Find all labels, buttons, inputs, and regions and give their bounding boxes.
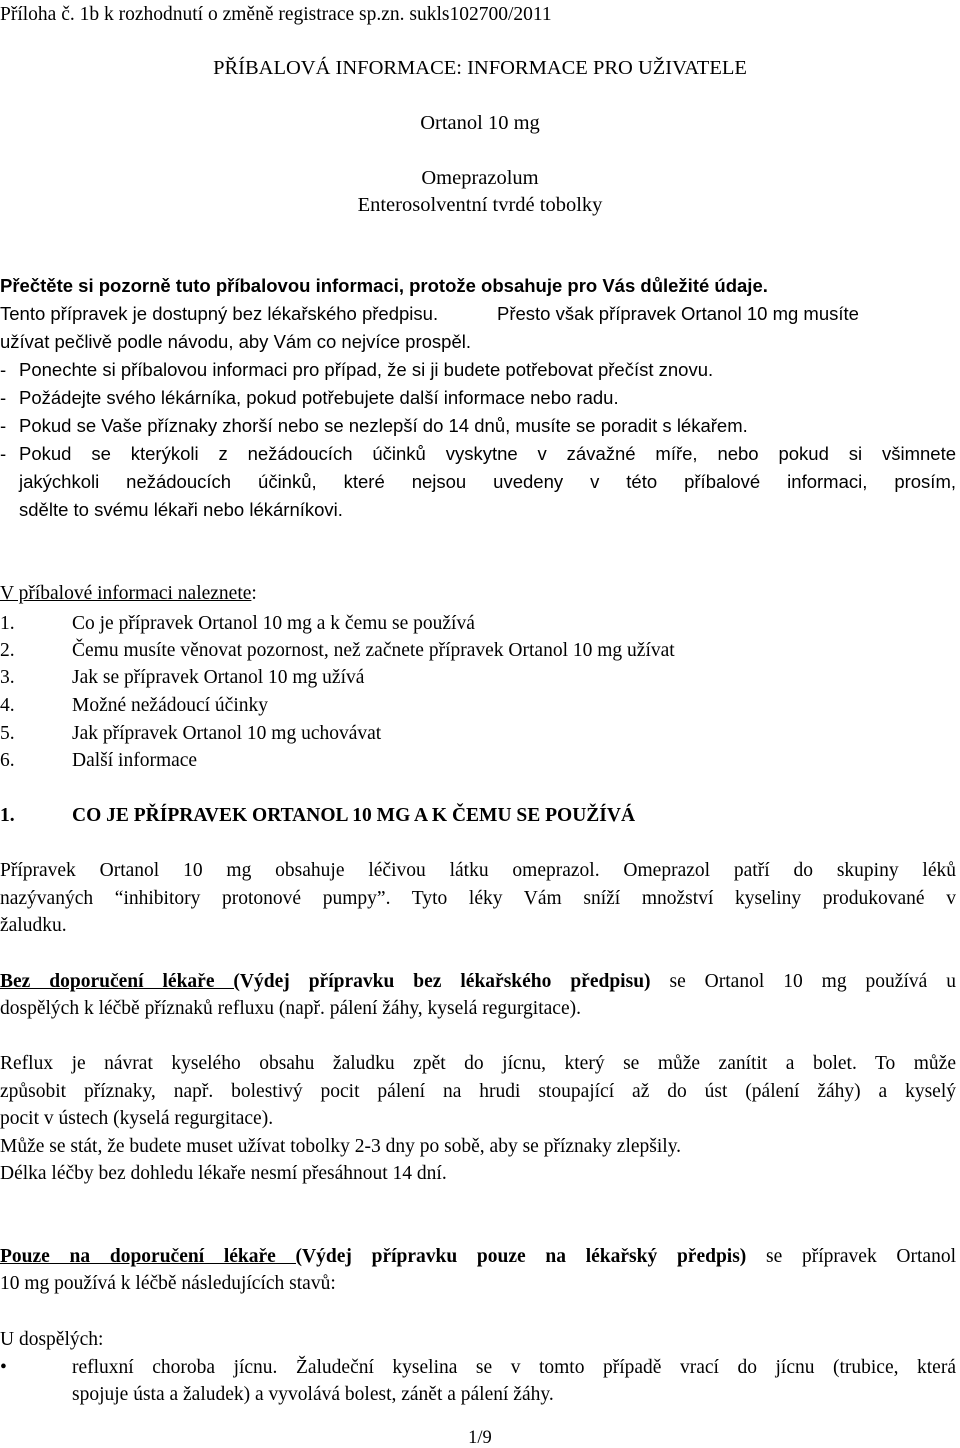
toc-heading-colon: :: [251, 583, 257, 604]
toc-item: Jak se přípravek Ortanol 10 mg užívá: [72, 667, 365, 688]
otc-condition-underlined: Bez doporučení lékaře (: [0, 971, 240, 992]
list-item-continued: spojuje ústa a žaludek) a vyvolává bolest, zánět a pálení žáhy.: [72, 1384, 554, 1405]
toc-heading: [0, 584, 257, 604]
annex-reference: Příloha č. 1b k rozhodnutí o změně registrace sp.zn. sukls102700/2011: [0, 4, 552, 25]
toc-item: Jak přípravek Ortanol 10 mg uchovávat: [72, 723, 382, 744]
list-item: Ponechte si příbalovou informaci pro případ, že si ji budete potřebovat přečíst znovu.: [19, 359, 714, 380]
reflux-paragraph-line: pocit v ústech (kyselá regurgitace).: [0, 1108, 274, 1129]
body-paragraph-line: nazývaných “inhibitory protonové pumpy”. Tyto léky Vám sníží množství kyseliny produkované v: [0, 888, 956, 909]
duration-note: Délka léčby bez dohledu lékaře nesmí přesáhnout 14 dní.: [0, 1163, 447, 1184]
rx-condition-underlined: Pouze na doporučení lékaře (: [0, 1246, 303, 1267]
toc-item: Další informace: [72, 750, 198, 771]
body-paragraph-line: Přípravek Ortanol 10 mg obsahuje léčivou látku omeprazol. Omeprazol patří do skupiny léků: [0, 860, 956, 881]
leaflet-title: PŘÍBALOVÁ INFORMACE: INFORMACE PRO UŽIVATELE: [213, 57, 747, 79]
reflux-paragraph-line: způsobit příznaky, např. bolestivý pocit pálení na hrudi stoupající až do úst (pálení žáhy) a kyselý: [0, 1081, 956, 1102]
list-item-continued: sdělte to svému lékaři nebo lékárníkovi.: [19, 499, 343, 520]
dash-mark: -: [0, 359, 7, 380]
toc-number: 5.: [0, 723, 15, 744]
list-item: Pokud se kterýkoli z nežádoucích účinků vyskytne v závažné míře, nebo pokud si všimnete: [19, 443, 956, 464]
toc-number: 4.: [0, 695, 15, 716]
toc-number: 3.: [0, 667, 15, 688]
toc-heading-text: V příbalové informaci naleznete: [0, 583, 252, 604]
list-item: Pokud se Vaše příznaky zhorší nebo se nezlepší do 14 dnů, musíte se poradit s lékařem.: [19, 415, 748, 436]
read-carefully-warning: Přečtěte si pozorně tuto příbalovou informaci, protože obsahuje pro Vás důležité údaje.: [0, 275, 768, 296]
toc-item: Co je přípravek Ortanol 10 mg a k čemu se používá: [72, 613, 475, 634]
rx-use-line-2: 10 mg používá k léčbě následujících stavů:: [0, 1273, 336, 1294]
dash-mark: -: [0, 387, 7, 408]
dash-mark: -: [0, 443, 7, 464]
use-instruction-line-1: Přesto však přípravek Ortanol 10 mg musíte: [497, 303, 859, 324]
product-name: Ortanol 10 mg: [420, 112, 540, 134]
rx-use-line-1: [0, 1247, 956, 1267]
pharmaceutical-form: Enterosolventní tvrdé tobolky: [357, 194, 603, 216]
otc-condition-bold: Výdej přípravku bez lékařského předpisu): [239, 971, 651, 992]
toc-number: 2.: [0, 640, 15, 661]
otc-condition-rest: se Ortanol 10 mg používá u: [650, 971, 956, 992]
use-instruction-line-2: užívat pečlivě podle návodu, aby Vám co nejvíce prospěl.: [0, 331, 472, 352]
dash-mark: -: [0, 415, 7, 436]
adults-label: U dospělých:: [0, 1329, 104, 1350]
list-item: refluxní choroba jícnu. Žaludeční kyselina se v tomto případě vrací do jícnu (trubice, která: [72, 1357, 956, 1378]
bullet-mark: •: [0, 1357, 7, 1378]
toc-number: 6.: [0, 750, 15, 771]
dosing-note: Může se stát, že budete muset užívat tobolky 2-3 dny po sobě, aby se příznaky zlepšily.: [0, 1136, 682, 1157]
rx-condition-rest: se přípravek Ortanol: [746, 1246, 956, 1267]
page-number: 1/9: [468, 1428, 492, 1448]
toc-number: 1.: [0, 613, 15, 634]
list-item: Požádejte svého lékárníka, pokud potřebujete další informace nebo radu.: [19, 387, 619, 408]
rx-condition-bold: Výdej přípravku pouze na lékařský předpis): [302, 1246, 747, 1267]
availability-note: Tento přípravek je dostupný bez lékařského předpisu.: [0, 303, 439, 324]
active-substance: Omeprazolum: [421, 167, 539, 189]
otc-use-line-2: dospělých k léčbě příznaků refluxu (např. pálení žáhy, kyselá regurgitace).: [0, 998, 581, 1019]
toc-item: Čemu musíte věnovat pozornost, než začnete přípravek Ortanol 10 mg užívat: [72, 640, 675, 661]
otc-use-line-1: [0, 972, 956, 992]
section-number: 1.: [0, 805, 15, 826]
body-paragraph-line: žaludku.: [0, 915, 67, 936]
toc-item: Možné nežádoucí účinky: [72, 695, 269, 716]
list-item-continued: jakýchkoli nežádoucích účinků, které nejsou uvedeny v této příbalové informaci, prosím,: [19, 471, 956, 492]
reflux-paragraph-line: Reflux je návrat kyselého obsahu žaludku zpět do jícnu, který se může zanítit a bolet. To může: [0, 1053, 956, 1074]
section-title: CO JE PŘÍPRAVEK ORTANOL 10 MG A K ČEMU SE POUŽÍVÁ: [72, 805, 636, 826]
